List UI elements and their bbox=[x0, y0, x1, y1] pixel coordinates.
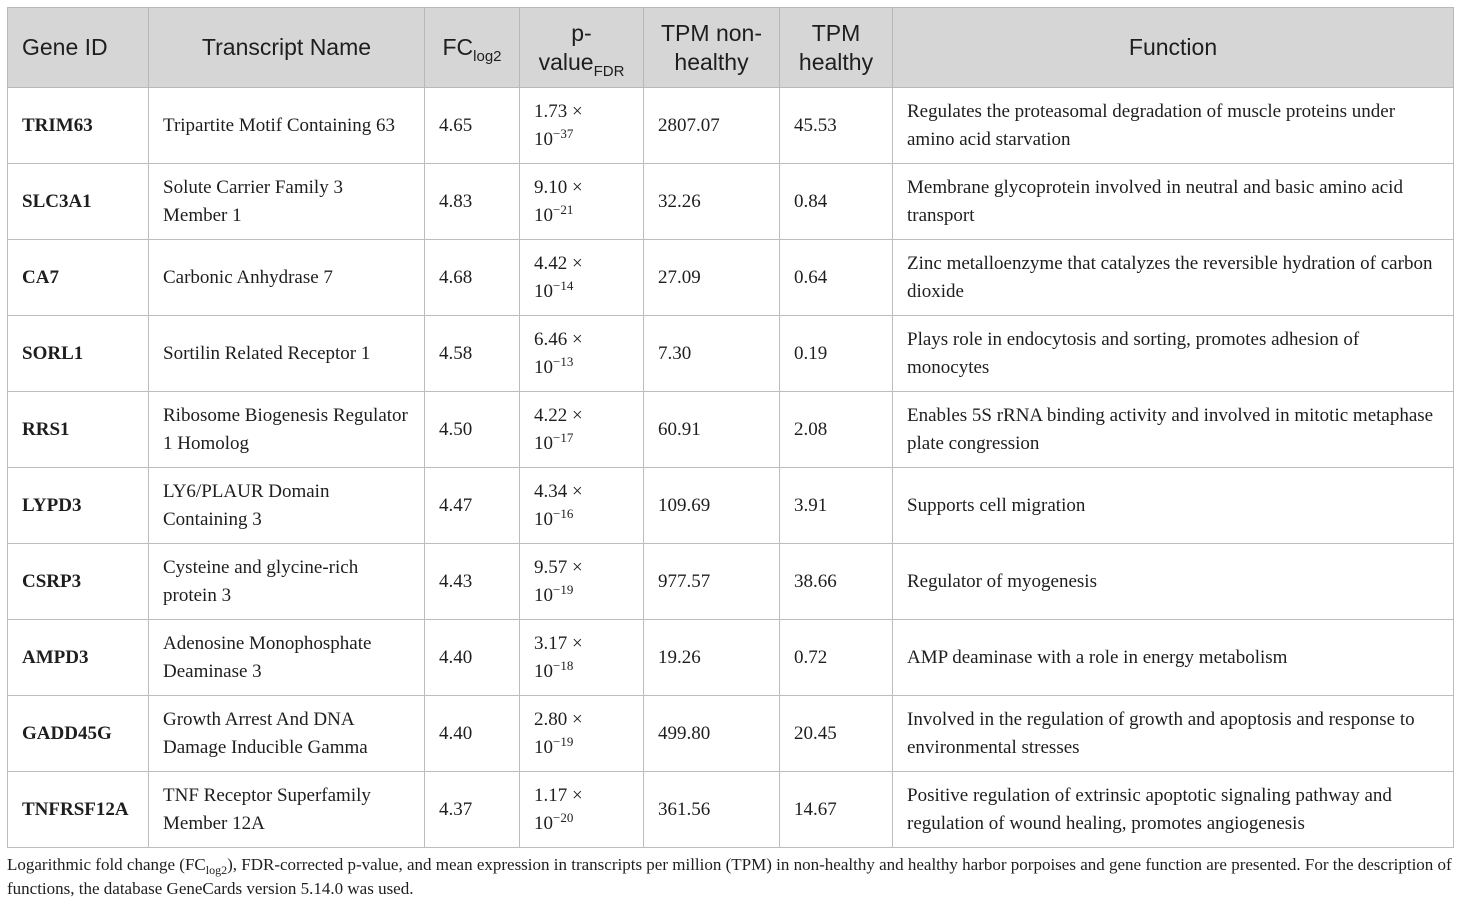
table-row bbox=[8, 392, 1454, 468]
cell-tpm-healthy: 20.45 bbox=[780, 696, 893, 772]
pvalue-exponent: −21 bbox=[553, 201, 574, 217]
cell-transcript-name: Solute Carrier Family 3 Member 1 bbox=[149, 164, 425, 240]
cell-fc: 4.50 bbox=[425, 392, 520, 468]
cell-tpm-healthy: 38.66 bbox=[780, 544, 893, 620]
header-pvalue bbox=[520, 8, 644, 88]
pvalue-mantissa: 3.17 × bbox=[534, 632, 583, 654]
cell-tpm-healthy: 2.08 bbox=[780, 392, 893, 468]
cell-gene-id: AMPD3 bbox=[8, 620, 149, 696]
cell-tpm-nonhealthy: 19.26 bbox=[644, 620, 780, 696]
header-tpm-healthy: TPM healthy bbox=[780, 8, 893, 88]
cell-function: Zinc metalloenzyme that catalyzes the reversible hydration of carbon dioxide bbox=[893, 240, 1454, 316]
gene-table bbox=[7, 7, 1454, 848]
header-tpm-nonhealthy: TPM non-healthy bbox=[644, 8, 780, 88]
cell-pvalue bbox=[520, 620, 644, 696]
cell-pvalue bbox=[520, 468, 644, 544]
cell-tpm-nonhealthy: 27.09 bbox=[644, 240, 780, 316]
cell-gene-id: SORL1 bbox=[8, 316, 149, 392]
cell-fc: 4.37 bbox=[425, 772, 520, 848]
table-row bbox=[8, 164, 1454, 240]
cell-tpm-healthy: 0.19 bbox=[780, 316, 893, 392]
caption-sub: log2 bbox=[205, 863, 228, 877]
cell-fc: 4.83 bbox=[425, 164, 520, 240]
cell-pvalue bbox=[520, 392, 644, 468]
pvalue-exponent: −37 bbox=[553, 125, 574, 141]
cell-function: Regulator of myogenesis bbox=[893, 544, 1454, 620]
table-row bbox=[8, 620, 1454, 696]
pvalue-base: 10 bbox=[534, 356, 553, 378]
cell-fc: 4.68 bbox=[425, 240, 520, 316]
table-row bbox=[8, 468, 1454, 544]
cell-tpm-healthy: 0.72 bbox=[780, 620, 893, 696]
cell-tpm-healthy: 45.53 bbox=[780, 88, 893, 164]
cell-transcript-name: Sortilin Related Receptor 1 bbox=[149, 316, 425, 392]
header-fc bbox=[425, 8, 520, 88]
cell-pvalue bbox=[520, 164, 644, 240]
pvalue-mantissa: 1.73 × bbox=[534, 100, 583, 122]
cell-transcript-name: TNF Receptor Superfamily Member 12A bbox=[149, 772, 425, 848]
cell-gene-id: TRIM63 bbox=[8, 88, 149, 164]
cell-gene-id: GADD45G bbox=[8, 696, 149, 772]
table-row bbox=[8, 772, 1454, 848]
cell-gene-id: LYPD3 bbox=[8, 468, 149, 544]
table-caption bbox=[7, 853, 1453, 901]
cell-pvalue bbox=[520, 772, 644, 848]
header-fc-main: FC bbox=[442, 34, 474, 60]
cell-transcript-name: LY6/PLAUR Domain Containing 3 bbox=[149, 468, 425, 544]
pvalue-mantissa: 9.57 × bbox=[534, 556, 583, 578]
cell-fc: 4.40 bbox=[425, 696, 520, 772]
table-row bbox=[8, 696, 1454, 772]
cell-function: AMP deaminase with a role in energy metabolism bbox=[893, 620, 1454, 696]
cell-tpm-nonhealthy: 60.91 bbox=[644, 392, 780, 468]
cell-function: Regulates the proteasomal degradation of muscle proteins under amino acid starvation bbox=[893, 88, 1454, 164]
pvalue-exponent: −20 bbox=[553, 809, 574, 825]
pvalue-mantissa: 2.80 × bbox=[534, 708, 583, 730]
table-header-row bbox=[8, 8, 1454, 88]
cell-tpm-nonhealthy: 2807.07 bbox=[644, 88, 780, 164]
cell-fc: 4.47 bbox=[425, 468, 520, 544]
caption-part1: Logarithmic fold change (FC bbox=[7, 855, 206, 874]
cell-tpm-nonhealthy: 7.30 bbox=[644, 316, 780, 392]
cell-transcript-name: Adenosine Monophosphate Deaminase 3 bbox=[149, 620, 425, 696]
cell-gene-id: TNFRSF12A bbox=[8, 772, 149, 848]
cell-fc: 4.65 bbox=[425, 88, 520, 164]
pvalue-exponent: −19 bbox=[553, 581, 574, 597]
pvalue-mantissa: 6.46 × bbox=[534, 328, 583, 350]
cell-tpm-healthy: 3.91 bbox=[780, 468, 893, 544]
gene-table-container bbox=[7, 7, 1453, 848]
table-row bbox=[8, 544, 1454, 620]
cell-gene-id: RRS1 bbox=[8, 392, 149, 468]
pvalue-exponent: −13 bbox=[553, 353, 574, 369]
cell-gene-id: CA7 bbox=[8, 240, 149, 316]
cell-gene-id: CSRP3 bbox=[8, 544, 149, 620]
pvalue-base: 10 bbox=[534, 204, 553, 226]
table-row bbox=[8, 316, 1454, 392]
cell-pvalue bbox=[520, 316, 644, 392]
pvalue-base: 10 bbox=[534, 128, 553, 150]
cell-tpm-nonhealthy: 32.26 bbox=[644, 164, 780, 240]
cell-transcript-name: Ribosome Biogenesis Regulator 1 Homolog bbox=[149, 392, 425, 468]
pvalue-base: 10 bbox=[534, 736, 553, 758]
cell-function: Positive regulation of extrinsic apoptotic signaling pathway and regulation of wound healing, promotes angiogenesis bbox=[893, 772, 1454, 848]
pvalue-mantissa: 4.22 × bbox=[534, 404, 583, 426]
pvalue-base: 10 bbox=[534, 584, 553, 606]
cell-transcript-name: Growth Arrest And DNA Damage Inducible Gamma bbox=[149, 696, 425, 772]
header-fc-sub: log2 bbox=[473, 48, 502, 65]
cell-tpm-nonhealthy: 109.69 bbox=[644, 468, 780, 544]
pvalue-exponent: −16 bbox=[553, 505, 574, 521]
cell-pvalue bbox=[520, 88, 644, 164]
pvalue-mantissa: 9.10 × bbox=[534, 176, 583, 198]
cell-tpm-healthy: 0.84 bbox=[780, 164, 893, 240]
header-gene-id: Gene ID bbox=[8, 8, 149, 88]
pvalue-exponent: −17 bbox=[553, 429, 574, 445]
pvalue-base: 10 bbox=[534, 660, 553, 682]
pvalue-exponent: −18 bbox=[553, 657, 574, 673]
cell-tpm-nonhealthy: 361.56 bbox=[644, 772, 780, 848]
cell-tpm-healthy: 14.67 bbox=[780, 772, 893, 848]
header-pvalue-sub: FDR bbox=[593, 62, 625, 80]
cell-pvalue bbox=[520, 544, 644, 620]
header-pvalue-main: p-value bbox=[538, 19, 594, 75]
cell-transcript-name: Carbonic Anhydrase 7 bbox=[149, 240, 425, 316]
caption-part2: ), FDR-corrected p-value, and mean expression in transcripts per million (TPM) in non-healthy and healthy harbor porpoises and gene function are presented. For the description of functions, the database GeneCards version 5.14.0 was used. bbox=[7, 855, 1452, 898]
cell-fc: 4.43 bbox=[425, 544, 520, 620]
table-row bbox=[8, 240, 1454, 316]
cell-tpm-nonhealthy: 499.80 bbox=[644, 696, 780, 772]
cell-gene-id: SLC3A1 bbox=[8, 164, 149, 240]
pvalue-mantissa: 1.17 × bbox=[534, 784, 583, 806]
cell-tpm-healthy: 0.64 bbox=[780, 240, 893, 316]
header-transcript-name: Transcript Name bbox=[149, 8, 425, 88]
pvalue-mantissa: 4.34 × bbox=[534, 480, 583, 502]
table-row bbox=[8, 88, 1454, 164]
cell-pvalue bbox=[520, 240, 644, 316]
cell-tpm-nonhealthy: 977.57 bbox=[644, 544, 780, 620]
pvalue-base: 10 bbox=[534, 432, 553, 454]
cell-transcript-name: Tripartite Motif Containing 63 bbox=[149, 88, 425, 164]
cell-function: Supports cell migration bbox=[893, 468, 1454, 544]
cell-function: Membrane glycoprotein involved in neutral and basic amino acid transport bbox=[893, 164, 1454, 240]
cell-function: Involved in the regulation of growth and apoptosis and response to environmental stresses bbox=[893, 696, 1454, 772]
cell-transcript-name: Cysteine and glycine-rich protein 3 bbox=[149, 544, 425, 620]
header-function: Function bbox=[893, 8, 1454, 88]
pvalue-base: 10 bbox=[534, 280, 553, 302]
cell-fc: 4.58 bbox=[425, 316, 520, 392]
pvalue-mantissa: 4.42 × bbox=[534, 252, 583, 274]
pvalue-base: 10 bbox=[534, 812, 553, 834]
cell-pvalue bbox=[520, 696, 644, 772]
cell-fc: 4.40 bbox=[425, 620, 520, 696]
pvalue-exponent: −19 bbox=[553, 733, 574, 749]
pvalue-exponent: −14 bbox=[553, 277, 574, 293]
cell-function: Enables 5S rRNA binding activity and involved in mitotic metaphase plate congression bbox=[893, 392, 1454, 468]
cell-function: Plays role in endocytosis and sorting, promotes adhesion of monocytes bbox=[893, 316, 1454, 392]
pvalue-base: 10 bbox=[534, 508, 553, 530]
